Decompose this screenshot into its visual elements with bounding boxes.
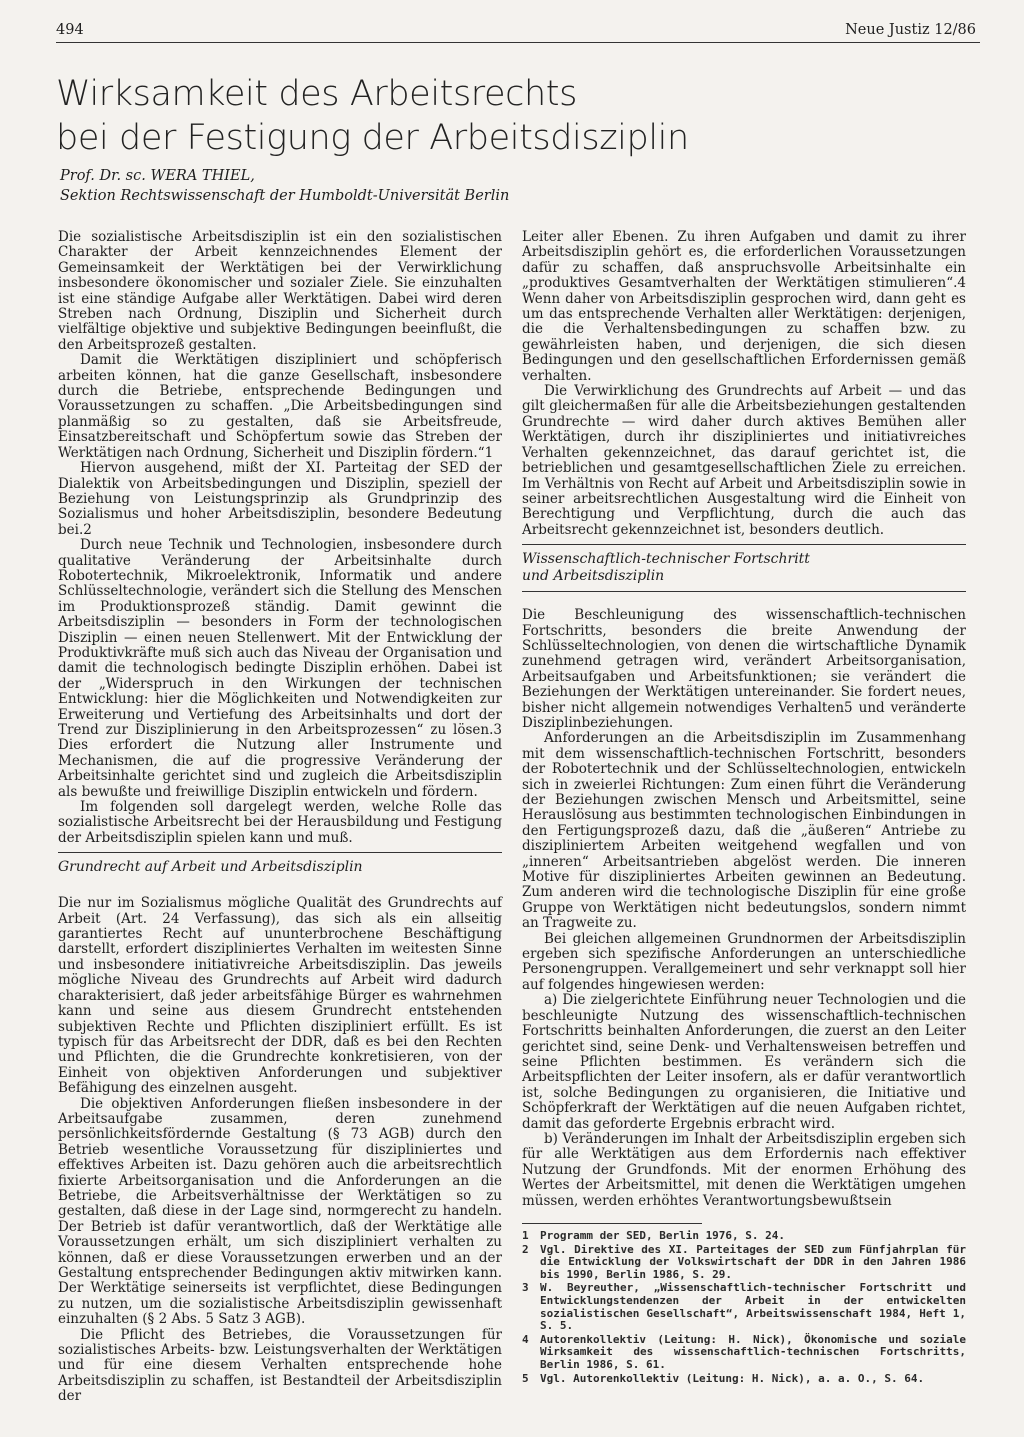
paragraph: Die objektiven Anforderungen fließen insbesondere in der Arbeitsaufgabe zusammen, deren zunehmend persönlichkeitsfördernde Gestaltung (§ 73 AGB) durch den Betrieb wesentliche Voraussetzung für diszipliniertes und effektives Arbeiten ist. Dazu gehören auch die arbeitsrechtlich fixierte Arbeitsorganisation und die Anforderungen an die Betriebe, die Arbeitsverhältnisse der Werktätigen so zu gestalten, daß diese in der Lage sind, normgerecht zu handeln. Der Betrieb ist dafür verantwortlich, daß der Werktätige alle Voraussetzungen erhält, um sich diszipliniert verhalten zu können, daß er diese Voraussetzungen erwerben und an der Gestaltung entsprechender Bedingungen aktiv mitwirken kann. Der Werktätige seinerseits ist verpflichtet, diese Bedingungen zu nutzen, um die sozialistische Arbeitsdisziplin gewissenhaft einzuhalten (§ 2 Abs. 5 Satz 3 AGB). <box>58 1095 502 1328</box>
section-heading <box>522 544 966 592</box>
page-header <box>56 18 980 43</box>
journal-issue: Neue Justiz 12/86 <box>845 22 976 38</box>
footnote-text: Vgl. Direktive des XI. Parteitages der SED zum Fünfjahrplan für die Entwicklung der Volkswirtschaft der DDR in den Jahren 1986 bis 1990, Berlin 1986, S. 29. <box>540 1242 966 1281</box>
footnote-divider <box>522 1223 702 1224</box>
paragraph: Hiervon ausgehend, mißt der XI. Parteitag der SED der Dialektik von Arbeitsbedingungen und Disziplin, speziell der Beziehung von Leistungsprinzip als Grundprinzip des Sozialismus und hoher Arbeitsdisziplin, besondere Bedeutung bei.2 <box>58 460 502 538</box>
footnotes <box>522 1230 966 1385</box>
author-block <box>60 166 760 206</box>
footnote-text: Vgl. Autorenkollektiv (Leitung: H. Nick), a. a. O., S. 64. <box>540 1371 925 1385</box>
paragraph: a) Die zielgerichtete Einführung neuer Technologien und die beschleunigte Nutzung des wissenschaftlich-technischen Fortschritts beinhalten Anforderungen, die zuerst an den Leiter gerichtet sind, seine Denk- und Verhaltensweisen betreffen und seine Pflichten bestimmen. Es verändern sich die Arbeitspflichten der Leiter insofern, als er dafür verantwortlich ist, solche Bedingungen zu organisieren, die Initiative und Schöpferkraft der Werktätigen auf die neuen Aufgaben richtet, damit das geforderte Ergebnis erbracht wird. <box>522 992 966 1132</box>
section-heading <box>58 852 502 882</box>
footnote-number: 5 <box>522 1371 529 1385</box>
footnote <box>522 1230 966 1243</box>
paragraph: Durch neue Technik und Technologien, insbesondere durch qualitative Veränderung der Arbeitsinhalte durch Robotertechnik, Mikroelektronik, Informatik und andere Schlüsseltechnologie, verändert sich die Stellung des Menschen im Produktionsprozeß ständig. Damit gewinnt die Arbeitsdisziplin — besonders in Form der technologischen Disziplin — einen neuen Stellenwert. Mit der Entwicklung der Produktivkräfte muß sich auch das Niveau der Organisation und damit die technologisch bedingte Disziplin erhöhen. Dabei ist der „Widerspruch in den Wirkungen der technischen Entwicklung: hier die Möglichkeiten und Notwendigkeiten zur Erweiterung und Vertiefung des Arbeitsinhalts und dort der Trend zur Disziplinierung in den Arbeitsprozessen“ zu lösen.3 Dies erfordert die Nutzung aller Instrumente und Mechanismen, die auf die progressive Veränderung der Arbeitsinhalte gerichtet sind und zugleich die Arbeitsdisziplin als bewußte und freiwillige Disziplin entwickeln und fördern. <box>58 537 502 800</box>
paragraph: Die nur im Sozialismus mögliche Qualität des Grundrechts auf Arbeit (Art. 24 Verfassung), das sich als ein allseitig garantiertes Recht auf ununterbrochene Beschäftigung darstellt, erfordert diszipliniertes Verhalten im weitesten Sinne und insbesondere initiativreiche Arbeitsdisziplin. Das jeweils mögliche Niveau des Grundrechts auf Arbeit wird dadurch charakterisiert, daß jeder arbeitsfähige Bürger es wahrnehmen kann und seine aus diesem Grundrecht entstehenden subjektiven Rechte und Pflichten diszipliniert erfüllt. Es ist typisch für das Arbeitsrecht der DDR, daß es bei den Rechten und Pflichten, die die Grundrechte konkretisieren, von der Einheit von objektiven Anforderungen und subjektiver Befähigung des einzelnen ausgeht. <box>58 895 502 1097</box>
footnote-number: 4 <box>522 1332 529 1346</box>
footnote <box>522 1334 966 1372</box>
right-column <box>522 230 966 1386</box>
left-column <box>58 230 502 1405</box>
footnote <box>522 1373 966 1386</box>
footnote-number: 1 <box>522 1228 529 1242</box>
footnote-text: Programm der SED, Berlin 1976, S. 24. <box>540 1228 786 1242</box>
article-title <box>56 72 956 160</box>
footnote-number: 3 <box>522 1281 529 1295</box>
paragraph: Anforderungen an die Arbeitsdisziplin im Zusammenhang mit dem wissenschaftlich-technischen Fortschritt, besonders der Robotertechnik und der Schlüsseltechnologien, entwickeln sich in zweierlei Richtungen: Zum einen führt die Veränderung der Beziehungen zwischen Mensch und Arbeitsmittel, seine Herauslösung aus bestimmten technologischen Einbindungen in den Fertigungsprozeß dazu, daß die „äußeren“ Antriebe zu diszipliniertem Arbeiten weitgehend wegfallen und von „inneren“ Arbeitsantrieben abgelöst werden. Die inneren Motive für diszipliniertes Arbeiten gewinnen an Bedeutung. Zum anderen wird die technologische Disziplin für eine große Gruppe von Werktätigen nicht bedeutungslos, sondern nimmt an Tragweite zu. <box>522 730 966 932</box>
author-name: Prof. Dr. sc. WERA THIEL, <box>60 168 255 184</box>
title-line-2: bei der Festigung der Arbeitsdisziplin <box>56 118 689 158</box>
paragraph: Die Verwirklichung des Grundrechts auf Arbeit — und das gilt gleichermaßen für alle die Arbeitsbeziehungen gestaltenden Grundrechte — wird daher durch aktives Bemühen aller Werktätigen, durch ihr diszipliniertes und initiativreiches Verhalten gekennzeichnet, das darauf gerichtet ist, die betrieblichen und gesamtgesellschaftlichen Ziele zu erreichen. Im Verhältnis von Recht auf Arbeit und Arbeitsdisziplin sowie in seiner arbeitsrechtlichen Ausgestaltung wird die Einheit von Berechtigung und Verpflichtung, durch die auch das Arbeitsrecht gekennzeichnet ist, besonders deutlich. <box>522 383 966 538</box>
section-heading-text: Grundrecht auf Arbeit und Arbeitsdisziplin <box>58 859 363 876</box>
footnote-text: Autorenkollektiv (Leitung: H. Nick), Ökonomische und soziale Wirksamkeit des wissenschaftlich-technischen Fortschritts, Berlin 1986, S. 61. <box>540 1332 966 1371</box>
title-line-1: Wirksamkeit des Arbeitsrechts <box>56 74 577 114</box>
paragraph: Die Pflicht des Betriebes, die Voraussetzungen für sozialistisches Arbeits- bzw. Leistungsverhalten der Werktätigen und für eine diesem Verhalten entsprechende hohe Arbeitsdisziplin zu schaffen, ist Bestandteil der Arbeitsdisziplin der <box>58 1326 502 1405</box>
footnote <box>522 1282 966 1332</box>
section-heading-line-2: und Arbeitsdisziplin <box>522 568 665 585</box>
paragraph: Die Beschleunigung des wissenschaftlich-technischen Fortschritts, besonders die breite Anwendung der Schlüsseltechnologien, von denen die wirtschaftliche Dynamik zunehmend getragen wird, verändert Arbeitsorganisation, Arbeitsaufgaben und Arbeitsfunktionen; sie verändert die Beziehungen der Werktätigen untereinander. Sie fordert neues, bisher nicht allgemein notwendiges Verhalten5 und veränderte Disziplinbeziehungen. <box>522 607 966 731</box>
page-number: 494 <box>56 22 84 38</box>
footnote-number: 2 <box>522 1242 529 1256</box>
section-heading-line-1: Wissenschaftlich-technischer Fortschritt <box>522 551 810 568</box>
paragraph: Damit die Werktätigen diszipliniert und schöpferisch arbeiten können, hat die ganze Gesellschaft, insbesondere durch die Betriebe, entsprechende Bedingungen und Voraussetzungen zu schaffen. „Die Arbeitsbedingungen sind planmäßig so zu gestalten, daß sie Arbeitsfreude, Einsatzbereitschaft und Schöpfertum sowie das Streben der Werktätigen nach Ordnung, Sicherheit und Disziplin fördern.“1 <box>58 352 502 461</box>
paragraph: b) Veränderungen im Inhalt der Arbeitsdisziplin ergeben sich für alle Werktätigen aus dem Erfordernis nach effektiver Nutzung der Grundfonds. Mit der enormen Erhöhung des Wertes der Arbeitsmittel, mit denen die Werktätigen umgehen müssen, werden erhöhtes Verantwortungsbewußtsein <box>522 1130 966 1209</box>
footnote <box>522 1244 966 1282</box>
paragraph: Leiter aller Ebenen. Zu ihren Aufgaben und damit zu ihrer Arbeitsdisziplin gehört es, die erforderlichen Voraussetzungen dafür zu schaffen, daß anspruchsvolle Arbeitsinhalte ein „produktives Gesamtverhalten der Werktätigen stimulieren“.4 Wenn daher von Arbeitsdisziplin gesprochen wird, dann geht es um das entsprechende Verhalten aller Werktätigen: derjenigen, die die Verhaltensbedingungen zu schaffen bzw. zu gewährleisten haben, und derjenigen, die sich diesen Bedingungen und den gesellschaftlichen Erfordernissen gemäß verhalten. <box>522 229 966 384</box>
paragraph: Im folgenden soll dargelegt werden, welche Rolle das sozialistische Arbeitsrecht bei der Herausbildung und Festigung der Arbeitsdisziplin spielen kann und muß. <box>58 799 502 846</box>
footnote-text: W. Beyreuther, „Wissenschaftlich-technischer Fortschritt und Entwicklungstendenzen der Arbeit in der entwickelten sozialistischen Gesellschaft“, Arbeitswissenschaft 1984, Heft 1, S. 5. <box>540 1281 966 1333</box>
paragraph: Die sozialistische Arbeitsdisziplin ist ein den sozialistischen Charakter der Arbeit kennzeichnendes Element der Gemeinsamkeit der Werktätigen bei der Verwirklichung insbesondere ökonomischer und sozialer Ziele. Sie einzuhalten ist eine ständige Aufgabe aller Werktätigen. Dabei wird deren Streben nach Ordnung, Disziplin und Sicherheit durch vielfältige objektive und subjektive Bedingungen beeinflußt, die den Arbeitsprozeß gestalten. <box>58 229 502 353</box>
paragraph: Bei gleichen allgemeinen Grundnormen der Arbeitsdisziplin ergeben sich spezifische Anforderungen an unterschiedliche Personengruppen. Verallgemeinert und sehr verknappt soll hier auf folgendes hingewiesen werden: <box>522 930 966 993</box>
author-affiliation: Sektion Rechtswissenschaft der Humboldt-Universität Berlin <box>60 188 510 204</box>
